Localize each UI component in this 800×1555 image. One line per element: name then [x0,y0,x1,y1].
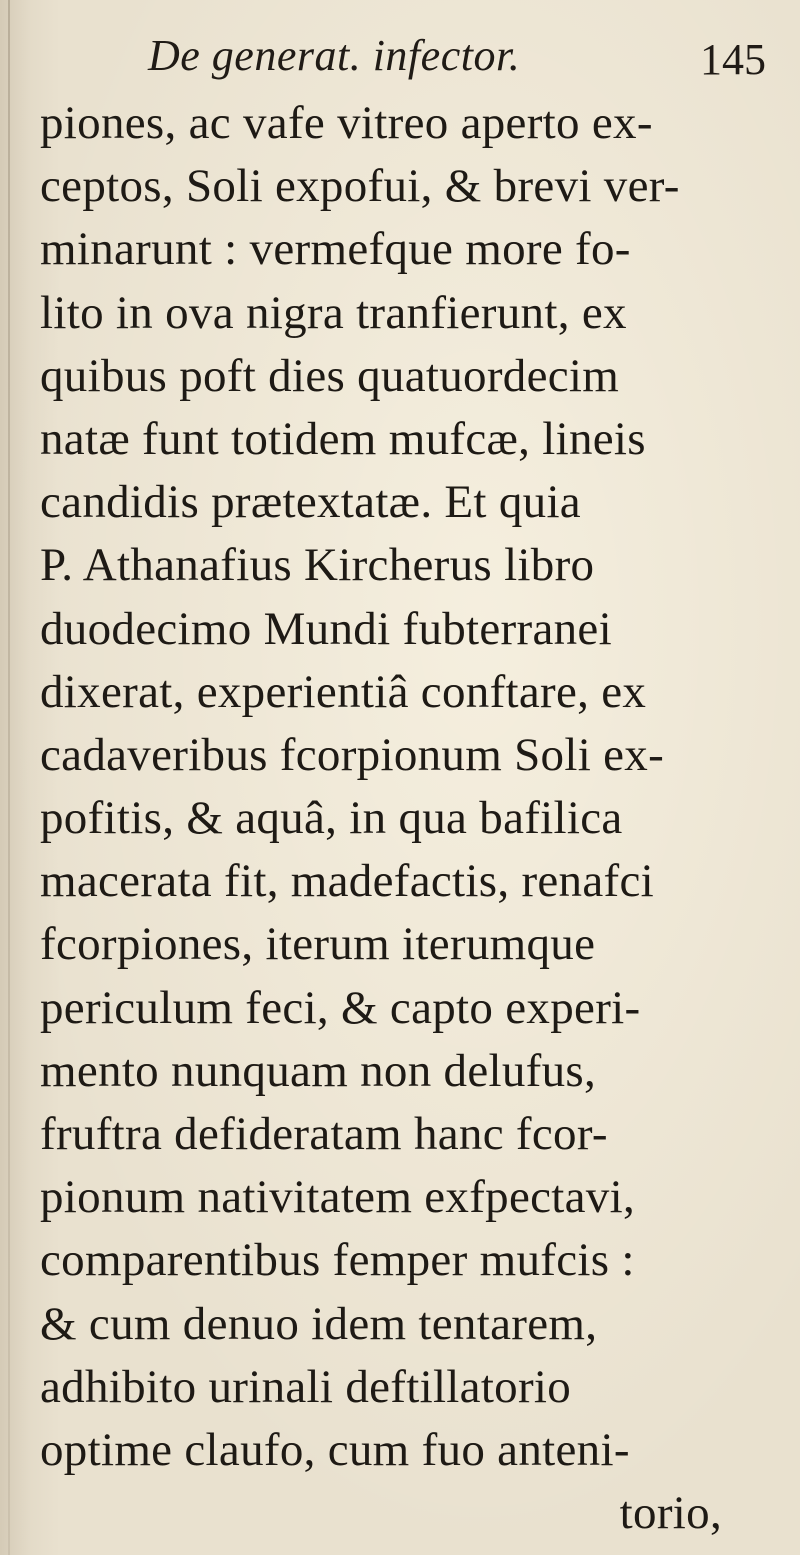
text-line: periculum feci, & capto experi- [40,981,641,1034]
body-text [40,92,770,1545]
text-line: dixerat, experientiâ conftare, ex [40,665,647,718]
text-line: minarunt : vermefque more fo- [40,223,631,276]
page-number: 145 [700,35,766,84]
text-line: natæ funt totidem mufcæ, lineis [40,412,646,465]
running-head: De generat. infector. [148,31,521,80]
text-line: ceptos, Soli expofui, & brevi ver- [40,160,680,213]
text-line: duodecimo Mundi fubterranei [40,602,612,655]
text-line: comparentibus femper mufcis : [40,1234,635,1287]
text-line: lito in ova nigra tranfierunt, ex [40,286,627,339]
text-line: pionum nativitatem exfpectavi, [40,1171,636,1224]
text-line: piones, ac vafe vitreo aperto ex- [40,97,653,149]
page-gutter [8,0,10,1555]
text-line: optime claufo, cum fuo anteni- [40,1423,630,1476]
text-line: fruftra defideratam hanc fcor- [40,1108,608,1160]
catchword-line: torio, [619,1487,722,1540]
text-line: mento nunquam non delufus, [40,1044,597,1097]
text-line: cadaveribus fcorpionum Soli ex- [40,728,665,781]
text-line: fcorpiones, iterum iterumque [40,918,596,971]
text-line: macerata fit, madefactis, renafci [40,855,654,908]
text-line: candidis prætextatæ. Et quia [40,476,581,529]
text-line: P. Athanafius Kircherus libro [40,539,595,592]
text-line: pofitis, & aquâ, in qua bafilica [40,792,623,845]
text-line: & cum denuo idem tentarem, [40,1297,598,1350]
text-line: quibus poft dies quatuordecim [40,349,620,402]
text-line: adhibito urinali deftillatorio [40,1360,572,1413]
